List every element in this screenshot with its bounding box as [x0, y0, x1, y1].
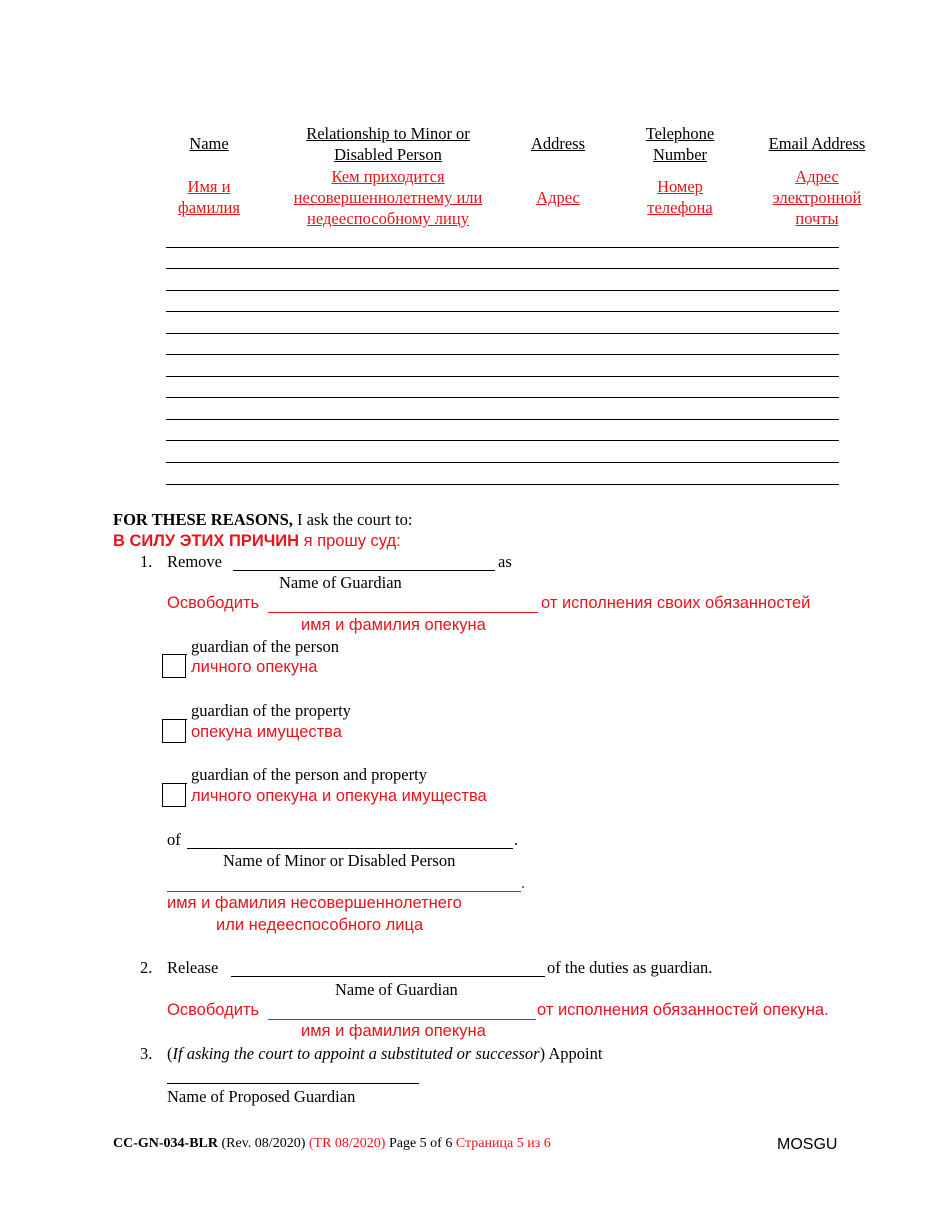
option-guardian-person-property: guardian of the person and property	[191, 765, 427, 784]
header-name: Name	[189, 134, 229, 153]
minor-name-field-ru[interactable]	[167, 891, 521, 892]
header-phone: Telephone Number	[645, 124, 715, 164]
checkbox-guardian-property[interactable]	[162, 719, 186, 743]
item2-guardian-name-field-ru[interactable]	[268, 1019, 536, 1020]
header-name-ru: Имя и фамилия	[178, 177, 240, 217]
footer-form-id: CC-GN-034-BLR (Rev. 08/2020) (TR 08/2020) Page 5 of 6 Страница 5 из 6	[113, 1136, 551, 1151]
entry-line[interactable]	[166, 268, 839, 269]
item1-of: of	[167, 830, 181, 849]
item3-name-proposed-caption: Name of Proposed Guardian	[167, 1087, 356, 1106]
item1-name-guardian-ru: имя и фамилия опекуна	[301, 616, 486, 634]
guardian-name-field-ru[interactable]	[268, 612, 538, 613]
item3-text: (If asking the court to appoint a substituted or successor) Appoint	[167, 1044, 603, 1063]
entry-line[interactable]	[166, 484, 839, 485]
item2-release-label: Release	[167, 958, 219, 977]
item2-guardian-name-field[interactable]	[231, 976, 545, 977]
item2-number: 2.	[140, 958, 153, 977]
option-guardian-person-property-ru: личного опекуна и опекуна имущества	[191, 787, 487, 805]
entry-line[interactable]	[166, 290, 839, 291]
period: .	[514, 830, 519, 849]
reasons-heading-ru: В СИЛУ ЭТИХ ПРИЧИН я прошу суд:	[113, 532, 401, 550]
checkbox-guardian-person[interactable]	[162, 654, 186, 678]
entry-line[interactable]	[166, 440, 839, 441]
item2-name-guardian-caption: Name of Guardian	[335, 980, 458, 999]
item1-name-guardian-caption: Name of Guardian	[279, 573, 402, 592]
header-address: Address	[530, 134, 586, 153]
item2-name-guardian-ru: имя и фамилия опекуна	[301, 1022, 486, 1040]
entry-line[interactable]	[166, 462, 839, 463]
header-email-ru: Адрес электронной почты	[772, 167, 862, 228]
item1-remove-label: Remove	[167, 552, 222, 571]
proposed-guardian-field[interactable]	[167, 1083, 419, 1084]
item2-duties: of the duties as guardian.	[547, 958, 713, 977]
minor-name-field[interactable]	[187, 848, 513, 849]
option-guardian-property-ru: опекуна имущества	[191, 723, 342, 741]
item1-duties-ru: от исполнения своих обязанностей	[541, 594, 811, 612]
entry-line[interactable]	[166, 397, 839, 398]
reasons-heading: FOR THESE REASONS, I ask the court to:	[113, 510, 413, 529]
item2-duties-ru: от исполнения обязанностей опекуна.	[537, 1001, 829, 1019]
item1-name-minor-caption: Name of Minor or Disabled Person	[223, 851, 456, 870]
entry-line[interactable]	[166, 376, 839, 377]
entry-line[interactable]	[166, 354, 839, 355]
item1-number: 1.	[140, 552, 153, 571]
header-email: Email Address	[768, 134, 866, 153]
item1-name-minor-ru-1: имя и фамилия несовершеннолетнего	[167, 894, 462, 912]
option-guardian-person-ru: личного опекуна	[191, 658, 318, 676]
item2-release-ru: Освободить	[167, 1001, 260, 1019]
footer-mark: MOSGU	[777, 1136, 838, 1153]
entry-line[interactable]	[166, 333, 839, 334]
header-phone-ru: Номер телефона	[647, 177, 713, 217]
header-relationship: Relationship to Minor or Disabled Person	[306, 124, 470, 164]
guardian-name-field[interactable]	[233, 570, 495, 571]
header-relationship-ru: Кем приходится несовершеннолетнему или недееспособному лицу	[293, 167, 483, 228]
header-address-ru: Адрес	[536, 188, 580, 207]
option-guardian-property: guardian of the property	[191, 701, 351, 720]
item3-number: 3.	[140, 1044, 153, 1063]
entry-line[interactable]	[166, 419, 839, 420]
item1-name-minor-ru-2: или недееспособного лица	[216, 916, 424, 934]
entry-line[interactable]	[166, 247, 839, 248]
period-ru: .	[521, 873, 526, 892]
item1-remove-ru: Освободить	[167, 594, 260, 612]
entry-line[interactable]	[166, 311, 839, 312]
option-guardian-person: guardian of the person	[191, 637, 339, 656]
item1-as: as	[498, 552, 512, 571]
checkbox-guardian-person-property[interactable]	[162, 783, 186, 807]
